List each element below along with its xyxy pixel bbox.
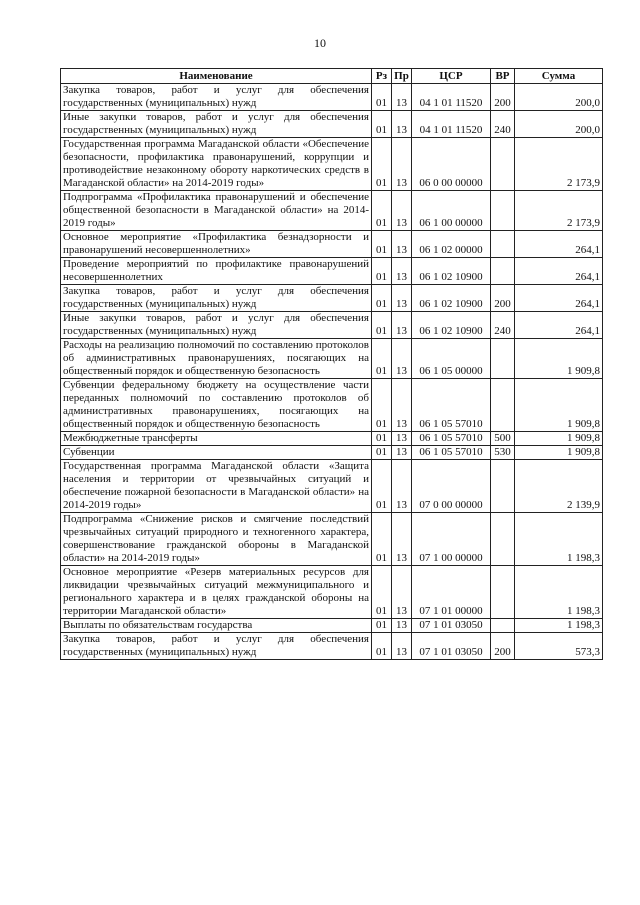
row-sum-cell: 200,0 <box>515 111 603 138</box>
row-csr-cell: 04 1 01 11520 <box>412 84 491 111</box>
row-rz-cell: 01 <box>372 460 392 513</box>
row-csr-cell: 06 1 00 00000 <box>412 191 491 231</box>
row-csr-cell: 06 1 02 10900 <box>412 312 491 339</box>
row-sum-cell: 264,1 <box>515 231 603 258</box>
row-rz-cell: 01 <box>372 339 392 379</box>
header-rz: Рз <box>372 69 392 84</box>
row-sum-cell: 264,1 <box>515 312 603 339</box>
table-body <box>61 84 603 660</box>
table-row <box>61 339 603 379</box>
budget-table <box>60 68 603 660</box>
row-name-cell: Выплаты по обязательствам государства <box>61 619 372 633</box>
row-rz-cell: 01 <box>372 379 392 432</box>
row-name-cell: Субвенции <box>61 446 372 460</box>
table-row <box>61 138 603 191</box>
table-row <box>61 191 603 231</box>
header-vr: ВР <box>491 69 515 84</box>
row-name-cell: Основное мероприятие «Профилактика безнадзорности и правонарушений несовершеннолетних» <box>61 231 372 258</box>
table-row <box>61 285 603 312</box>
row-csr-cell: 06 1 05 00000 <box>412 339 491 379</box>
row-sum-cell: 2 173,9 <box>515 191 603 231</box>
table-row <box>61 258 603 285</box>
row-pr-cell: 13 <box>392 191 412 231</box>
row-pr-cell: 13 <box>392 619 412 633</box>
row-rz-cell: 01 <box>372 231 392 258</box>
row-pr-cell: 13 <box>392 513 412 566</box>
table-row <box>61 432 603 446</box>
row-pr-cell: 13 <box>392 111 412 138</box>
row-vr-cell: 200 <box>491 84 515 111</box>
row-csr-cell: 07 1 01 03050 <box>412 619 491 633</box>
header-name: Наименование <box>61 69 372 84</box>
row-rz-cell: 01 <box>372 84 392 111</box>
row-rz-cell: 01 <box>372 619 392 633</box>
row-vr-cell <box>491 566 515 619</box>
row-rz-cell: 01 <box>372 138 392 191</box>
row-vr-cell <box>491 513 515 566</box>
table-row <box>61 619 603 633</box>
row-vr-cell: 530 <box>491 446 515 460</box>
row-name-cell: Подпрограмма «Профилактика правонарушений и обеспечение общественной безопасности в Магаданской области» на 2014-2019 годы» <box>61 191 372 231</box>
row-name-cell: Иные закупки товаров, работ и услуг для обеспечения государственных (муниципальных) нужд <box>61 111 372 138</box>
row-rz-cell: 01 <box>372 258 392 285</box>
row-vr-cell <box>491 258 515 285</box>
table-row <box>61 312 603 339</box>
row-name-cell: Проведение мероприятий по профилактике правонарушений несовершеннолетних <box>61 258 372 285</box>
row-name-cell: Закупка товаров, работ и услуг для обеспечения государственных (муниципальных) нужд <box>61 84 372 111</box>
row-rz-cell: 01 <box>372 111 392 138</box>
row-pr-cell: 13 <box>392 84 412 111</box>
row-name-cell: Иные закупки товаров, работ и услуг для обеспечения государственных (муниципальных) нужд <box>61 312 372 339</box>
table-row <box>61 231 603 258</box>
row-pr-cell: 13 <box>392 258 412 285</box>
table-row <box>61 460 603 513</box>
row-sum-cell: 264,1 <box>515 258 603 285</box>
row-rz-cell: 01 <box>372 633 392 660</box>
row-pr-cell: 13 <box>392 379 412 432</box>
table-row <box>61 446 603 460</box>
row-sum-cell: 1 909,8 <box>515 446 603 460</box>
row-pr-cell: 13 <box>392 633 412 660</box>
row-sum-cell: 1 198,3 <box>515 566 603 619</box>
row-name-cell: Межбюджетные трансферты <box>61 432 372 446</box>
row-vr-cell <box>491 138 515 191</box>
row-sum-cell: 264,1 <box>515 285 603 312</box>
row-csr-cell: 07 1 00 00000 <box>412 513 491 566</box>
row-pr-cell: 13 <box>392 312 412 339</box>
row-vr-cell: 240 <box>491 312 515 339</box>
row-rz-cell: 01 <box>372 513 392 566</box>
row-sum-cell: 1 909,8 <box>515 339 603 379</box>
table-row <box>61 84 603 111</box>
row-csr-cell: 06 1 02 00000 <box>412 231 491 258</box>
table-row <box>61 513 603 566</box>
row-pr-cell: 13 <box>392 339 412 379</box>
row-rz-cell: 01 <box>372 191 392 231</box>
page-number: 10 <box>314 36 326 50</box>
row-vr-cell: 240 <box>491 111 515 138</box>
row-vr-cell <box>491 191 515 231</box>
row-sum-cell: 1 909,8 <box>515 379 603 432</box>
row-name-cell: Субвенции федеральному бюджету на осуществление части переданных полномочий по составлению протоколов об административных правонарушениях, посягающих на общественный порядок и общественную безопасность <box>61 379 372 432</box>
row-vr-cell: 500 <box>491 432 515 446</box>
row-pr-cell: 13 <box>392 432 412 446</box>
row-vr-cell <box>491 460 515 513</box>
row-vr-cell <box>491 379 515 432</box>
row-pr-cell: 13 <box>392 460 412 513</box>
header-csr: ЦСР <box>412 69 491 84</box>
row-rz-cell: 01 <box>372 566 392 619</box>
row-pr-cell: 13 <box>392 566 412 619</box>
row-csr-cell: 06 1 05 57010 <box>412 446 491 460</box>
row-sum-cell: 1 198,3 <box>515 619 603 633</box>
row-name-cell: Закупка товаров, работ и услуг для обеспечения государственных (муниципальных) нужд <box>61 285 372 312</box>
row-csr-cell: 06 1 05 57010 <box>412 379 491 432</box>
row-vr-cell: 200 <box>491 633 515 660</box>
table-row <box>61 566 603 619</box>
row-csr-cell: 04 1 01 11520 <box>412 111 491 138</box>
row-rz-cell: 01 <box>372 285 392 312</box>
row-csr-cell: 07 1 01 03050 <box>412 633 491 660</box>
row-csr-cell: 06 1 02 10900 <box>412 285 491 312</box>
row-rz-cell: 01 <box>372 312 392 339</box>
table-row <box>61 111 603 138</box>
row-sum-cell: 2 173,9 <box>515 138 603 191</box>
row-csr-cell: 06 0 00 00000 <box>412 138 491 191</box>
row-rz-cell: 01 <box>372 432 392 446</box>
table-row <box>61 633 603 660</box>
row-sum-cell: 2 139,9 <box>515 460 603 513</box>
row-name-cell: Основное мероприятие «Резерв материальных ресурсов для ликвидации чрезвычайных ситуаций межмуниципального и регионального характера и в целях гражданской обороны на территории Магаданской области» <box>61 566 372 619</box>
row-csr-cell: 06 1 05 57010 <box>412 432 491 446</box>
row-sum-cell: 1 198,3 <box>515 513 603 566</box>
row-name-cell: Государственная программа Магаданской области «Обеспечение безопасности, профилактика правонарушений, коррупции и противодействие незаконному обороту наркотических средств в Магаданской области» на 2014-2019 годы» <box>61 138 372 191</box>
row-csr-cell: 07 0 00 00000 <box>412 460 491 513</box>
table-header-row <box>61 69 603 84</box>
row-sum-cell: 573,3 <box>515 633 603 660</box>
row-csr-cell: 07 1 01 00000 <box>412 566 491 619</box>
row-sum-cell: 200,0 <box>515 84 603 111</box>
table-row <box>61 379 603 432</box>
row-name-cell: Подпрограмма «Снижение рисков и смягчение последствий чрезвычайных ситуаций природного и техногенного характера, совершенствование гражданской обороны в Магаданской области» на 2014-2019 годы» <box>61 513 372 566</box>
row-vr-cell <box>491 339 515 379</box>
row-csr-cell: 06 1 02 10900 <box>412 258 491 285</box>
row-pr-cell: 13 <box>392 231 412 258</box>
row-vr-cell <box>491 619 515 633</box>
row-name-cell: Государственная программа Магаданской области «Защита населения и территории от чрезвычайных ситуаций и обеспечение пожарной безопасности в Магаданской области» на 2014-2019 годы» <box>61 460 372 513</box>
row-sum-cell: 1 909,8 <box>515 432 603 446</box>
row-vr-cell: 200 <box>491 285 515 312</box>
row-vr-cell <box>491 231 515 258</box>
header-pr: Пр <box>392 69 412 84</box>
row-pr-cell: 13 <box>392 446 412 460</box>
row-name-cell: Закупка товаров, работ и услуг для обеспечения государственных (муниципальных) нужд <box>61 633 372 660</box>
header-sum: Сумма <box>515 69 603 84</box>
row-pr-cell: 13 <box>392 285 412 312</box>
row-name-cell: Расходы на реализацию полномочий по составлению протоколов об административных правонарушениях, посягающих на общественный порядок и общественную безопасность <box>61 339 372 379</box>
row-pr-cell: 13 <box>392 138 412 191</box>
row-rz-cell: 01 <box>372 446 392 460</box>
